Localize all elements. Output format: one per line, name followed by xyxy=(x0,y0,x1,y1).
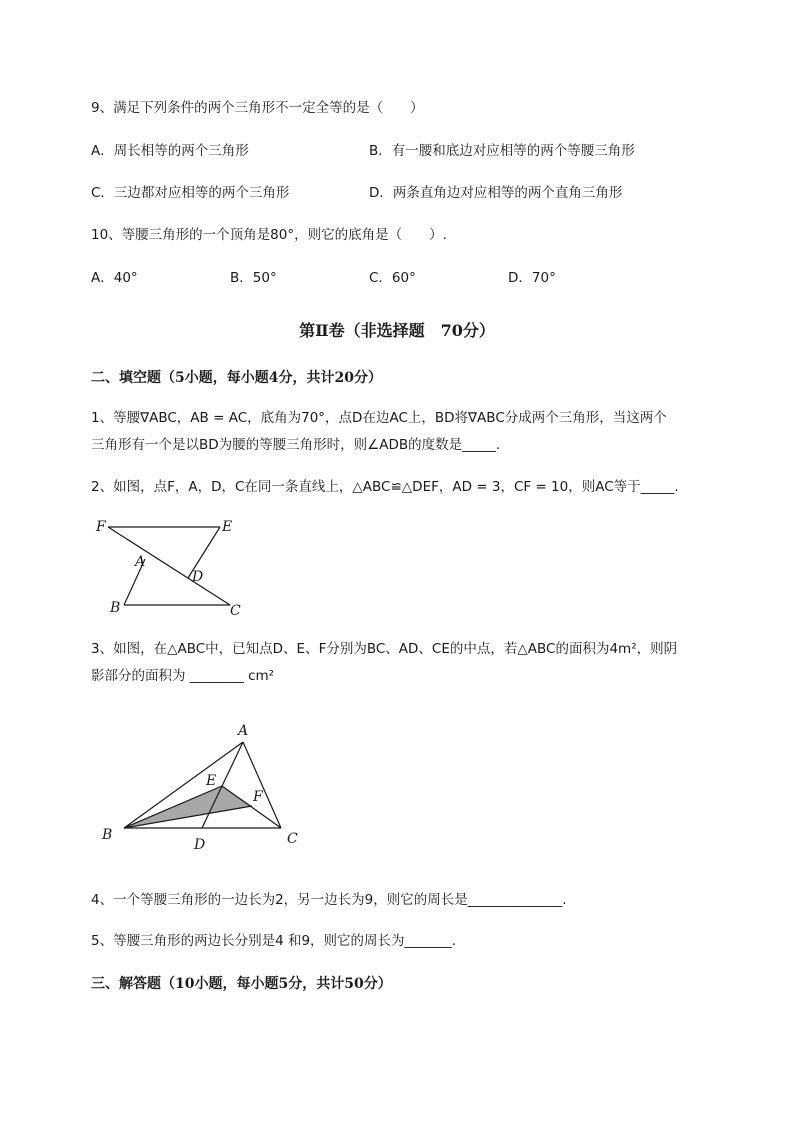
f3-line2: 影部分的面积为 ________ cm² xyxy=(91,668,275,684)
f3-line1: 3、如图，在△ABC中，已知点D、E、F分别为BC、AD、CE的中点，若△ABC的面积为4m²，则阴 xyxy=(91,641,678,657)
f3-label-d: D xyxy=(194,837,206,853)
f2-label-c: C xyxy=(230,603,241,619)
q10-option-c: C．60° xyxy=(369,270,416,286)
f2-text: 2、如图，点F，A，D，C在同一条直线上，△ABC≌△DEF，AD = 3，CF = 10，则AC等于_____. xyxy=(91,479,679,495)
q10-option-a: A．40° xyxy=(91,270,138,286)
f2-label-e: E xyxy=(222,519,233,535)
section2-heading: 二、填空题（5小题，每小题4分，共计20分） xyxy=(91,370,382,386)
q9-option-d: D．两条直角边对应相等的两个直角三角形 xyxy=(369,185,623,201)
f2-label-d: D xyxy=(192,569,204,585)
f2-label-a: A xyxy=(135,554,146,570)
q9-option-b: B．有一腰和底边对应相等的两个等腰三角形 xyxy=(369,143,635,159)
f3-label-c: C xyxy=(287,831,298,847)
q10-option-d: D．70° xyxy=(508,270,556,286)
q9-option-a: A．周长相等的两个三角形 xyxy=(91,143,249,159)
f3-shaded-triangle xyxy=(124,786,252,828)
q10-stem: 10、等腰三角形的一个顶角是80°，则它的底角是（ ）. xyxy=(91,227,447,243)
part2-title: 第Ⅱ卷（非选择题 70分） xyxy=(299,321,495,340)
q10-option-b: B．50° xyxy=(230,270,277,286)
f1-line1: 1、等腰∇ABC，AB = AC，底角为70°，点D在边AC上，BD将∇ABC分成两个三角形，当这两个 xyxy=(91,410,667,426)
f5-text: 5、等腰三角形的两边长分别是4 和9，则它的周长为_______. xyxy=(91,933,457,949)
f2-segment-fc xyxy=(108,527,230,605)
f2-label-b: B xyxy=(110,600,121,616)
f3-figure xyxy=(98,718,308,858)
f4-text: 4、一个等腰三角形的一边长为2，另一边长为9，则它的周长是______________. xyxy=(91,892,567,908)
q9-option-c: C．三边都对应相等的两个三角形 xyxy=(91,185,290,201)
f3-label-f: F xyxy=(253,789,263,805)
f3-label-a: A xyxy=(238,723,249,739)
f2-label-f: F xyxy=(96,519,106,535)
f3-label-b: B xyxy=(102,827,113,843)
f2-figure xyxy=(95,512,255,622)
q9-stem: 9、满足下列条件的两个三角形不一定全等的是（ ） xyxy=(91,100,424,116)
section3-heading: 三、解答题（10小题，每小题5分，共计50分） xyxy=(91,976,392,992)
f3-label-e: E xyxy=(206,773,217,789)
f1-line2: 三角形有一个是以BD为腰的等腰三角形时，则∠ADB的度数是_____. xyxy=(91,437,501,453)
